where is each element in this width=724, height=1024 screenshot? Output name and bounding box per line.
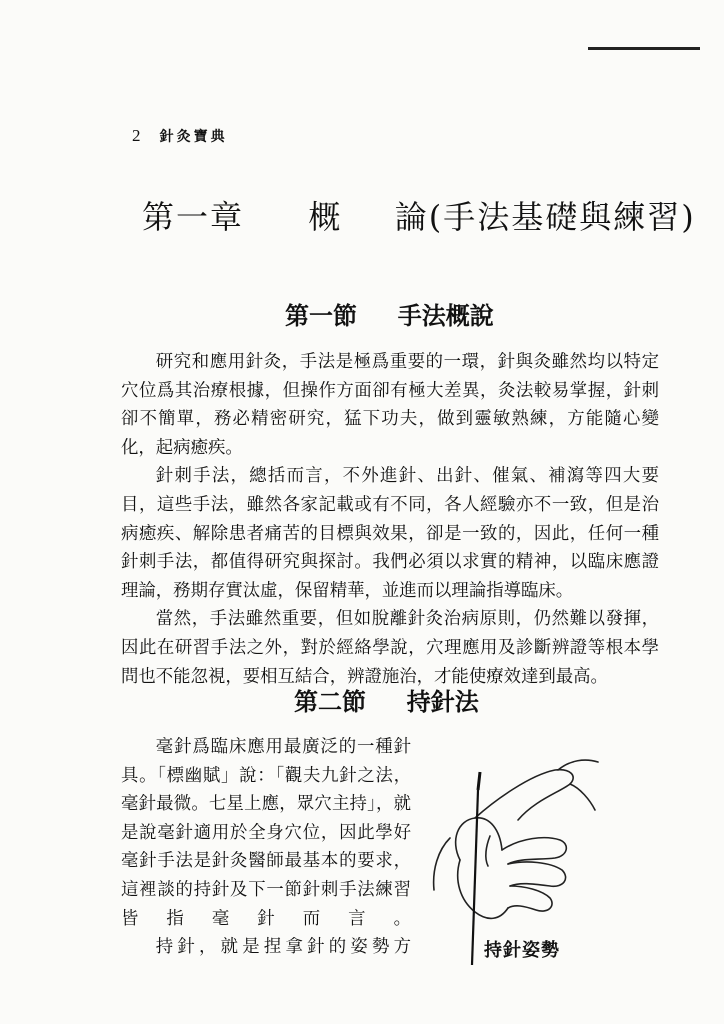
chapter-number: 第一章	[142, 198, 245, 236]
paragraph: 持針，就是捏拿針的姿勢方	[155, 937, 411, 958]
figure-caption: 持針姿勢	[484, 940, 560, 961]
section-2-body	[121, 733, 411, 962]
paragraph: 毫針爲臨床應用最廣泛的一種針具。「標幽賦」說：「觀夫九針之法，毫針最微。七星上應，眾穴主持」，就是說毫針適用於全身穴位，因此學好毫針手法是針灸醫師最基本的要求，這裡談的持針及下一節針刺手法練習皆指毫針而言。	[121, 737, 411, 929]
section-1-heading	[285, 296, 494, 331]
section-2-title: 持針法	[406, 688, 479, 716]
section-2-heading	[294, 682, 479, 717]
chapter-title-part-a: 概	[308, 198, 343, 236]
chapter-title-part-b: 論(手法基礎與練習)	[394, 198, 696, 236]
chapter-heading	[142, 192, 696, 238]
paragraph: 當然，手法雖然重要，但如脫離針灸治病原則，仍然難以發揮，因此在研習手法之外，對於經絡學說，穴理應用及診斷辨證等根本學問也不能忽視，要相互結合，辨證施治，才能使療效達到最高。	[121, 609, 659, 687]
section-1-body	[121, 348, 659, 691]
needle-handle	[478, 772, 480, 790]
paragraph: 研究和應用針灸，手法是極爲重要的一環，針與灸雖然均以特定穴位爲其治療根據，但操作方面卻有極大差異，灸法較易掌握，針刺卻不簡單，務必精密研究，猛下功夫，做到靈敏熟練，方能隨心變化，起病癒疾。	[121, 352, 659, 458]
section-1-title: 手法概說	[397, 302, 494, 330]
running-header	[132, 126, 228, 146]
section-1-number: 第一節	[285, 302, 357, 330]
book-title: 針灸寶典	[159, 129, 228, 145]
needle-shaft	[472, 790, 478, 965]
page-number: 2	[132, 126, 143, 145]
top-rule	[588, 47, 700, 50]
paragraph: 針刺手法，總括而言，不外進針、出針、催氣、補瀉等四大要目，這些手法，雖然各家記載或有不同，各人經驗亦不一致，但是治病癒疾、解除患者痛苦的目標與效果，卻是一致的，因此，任何一種針刺手法，都值得研究與探討。我們必須以求實的精神，以臨床應證理論，務期存實汰虛，保留精華，並進而以理論指導臨床。	[121, 466, 659, 601]
section-2-number: 第二節	[294, 688, 366, 716]
